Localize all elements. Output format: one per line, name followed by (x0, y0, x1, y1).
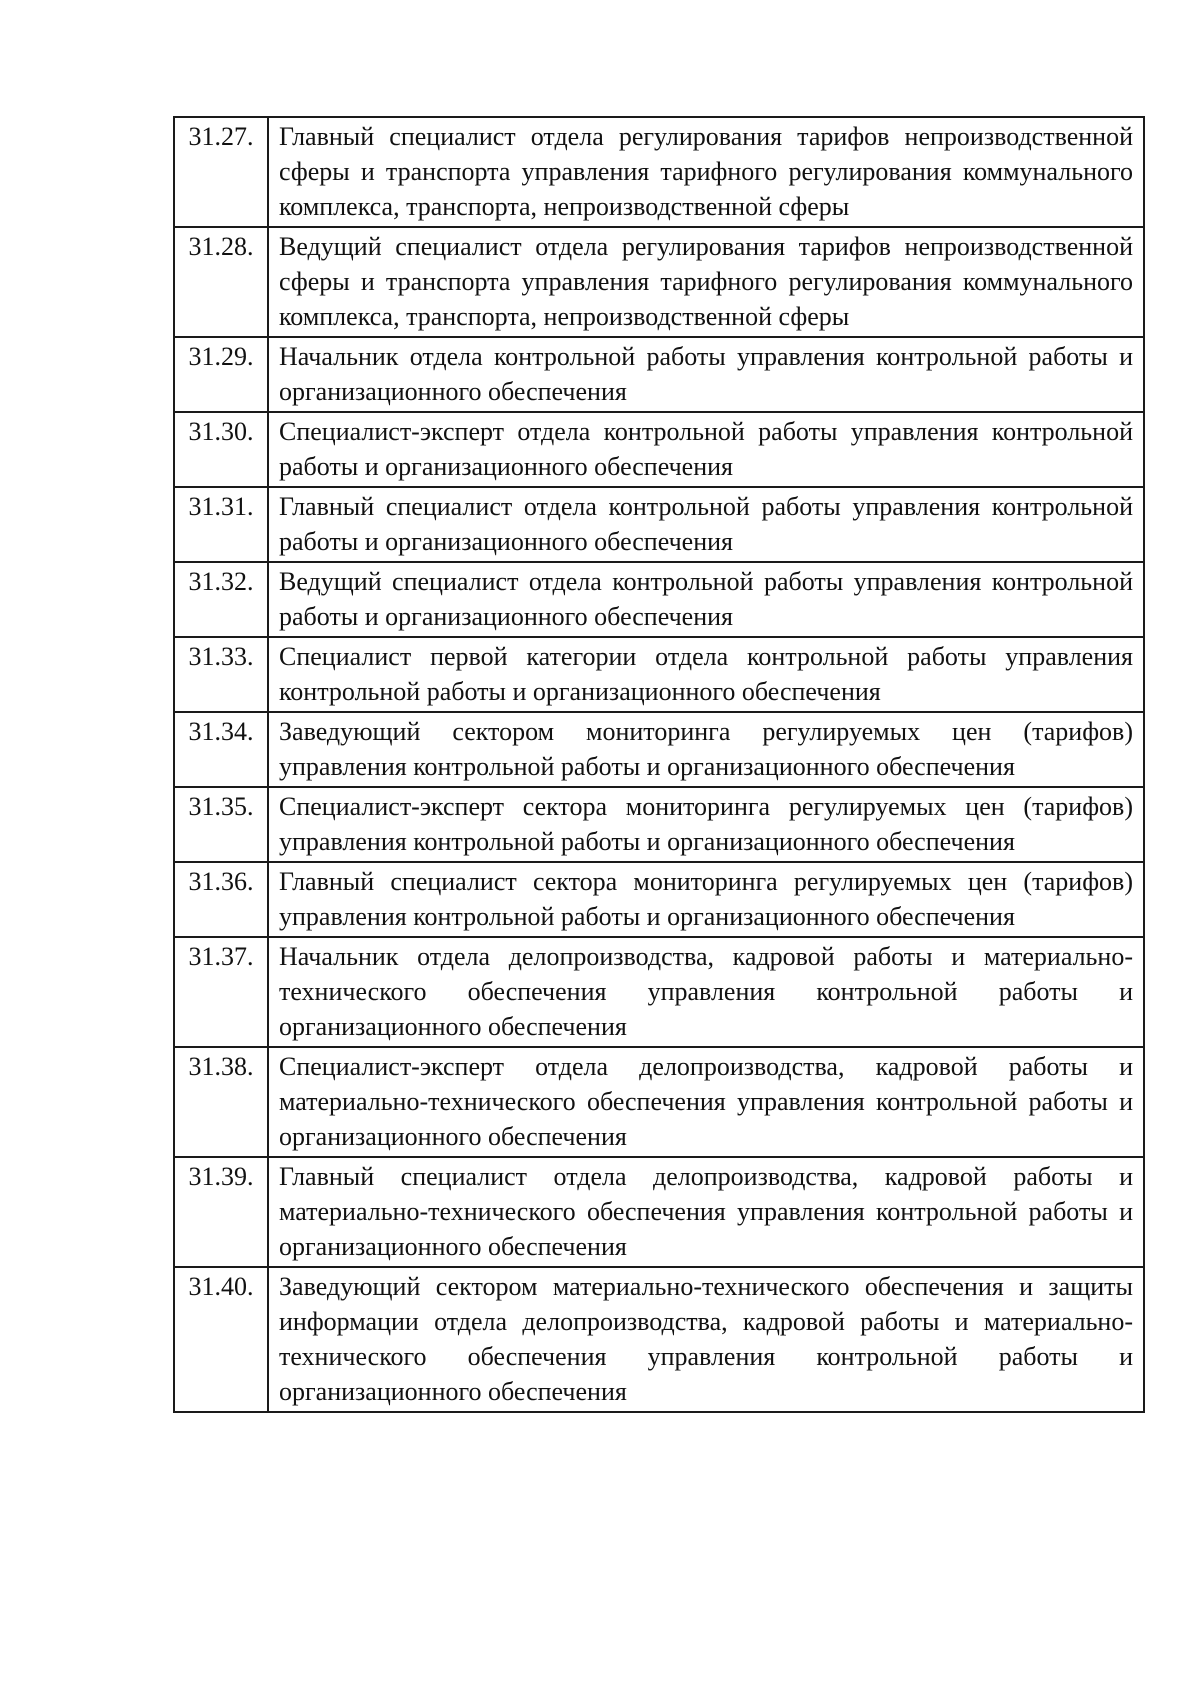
row-number: 31.31. (174, 487, 268, 562)
table-row (174, 1267, 1144, 1412)
table-row (174, 227, 1144, 337)
row-number: 31.40. (174, 1267, 268, 1412)
position-title: Главный специалист сектора мониторинга регулируемых цен (тарифов) управления контрольной работы и организационного обеспечения (268, 862, 1144, 937)
position-title: Заведующий сектором материально-технического обеспечения и защиты информации отдела делопроизводства, кадровой работы и материально-технического обеспечения управления контрольной работы и организационного обеспечения (268, 1267, 1144, 1412)
position-title: Специалист первой категории отдела контрольной работы управления контрольной работы и организационного обеспечения (268, 637, 1144, 712)
table-row (174, 562, 1144, 637)
position-title: Специалист-эксперт отдела делопроизводства, кадровой работы и материально-технического обеспечения управления контрольной работы и организационного обеспечения (268, 1047, 1144, 1157)
row-number: 31.27. (174, 117, 268, 227)
table-row (174, 637, 1144, 712)
table-row (174, 487, 1144, 562)
table-row (174, 1047, 1144, 1157)
row-number: 31.34. (174, 712, 268, 787)
row-number: 31.33. (174, 637, 268, 712)
row-number: 31.38. (174, 1047, 268, 1157)
positions-table-body (174, 117, 1144, 1412)
table-row (174, 117, 1144, 227)
row-number: 31.36. (174, 862, 268, 937)
position-title: Главный специалист отдела контрольной работы управления контрольной работы и организационного обеспечения (268, 487, 1144, 562)
position-title: Специалист-эксперт отдела контрольной работы управления контрольной работы и организационного обеспечения (268, 412, 1144, 487)
row-number: 31.30. (174, 412, 268, 487)
table-row (174, 862, 1144, 937)
row-number: 31.35. (174, 787, 268, 862)
row-number: 31.28. (174, 227, 268, 337)
table-row (174, 412, 1144, 487)
table-row (174, 937, 1144, 1047)
table-row (174, 1157, 1144, 1267)
position-title: Заведующий сектором мониторинга регулируемых цен (тарифов) управления контрольной работы и организационного обеспечения (268, 712, 1144, 787)
position-title: Начальник отдела контрольной работы управления контрольной работы и организационного обеспечения (268, 337, 1144, 412)
row-number: 31.37. (174, 937, 268, 1047)
row-number: 31.29. (174, 337, 268, 412)
positions-table (173, 116, 1145, 1413)
row-number: 31.39. (174, 1157, 268, 1267)
position-title: Специалист-эксперт сектора мониторинга регулируемых цен (тарифов) управления контрольной работы и организационного обеспечения (268, 787, 1144, 862)
position-title: Главный специалист отдела регулирования тарифов непроизводственной сферы и транспорта управления тарифного регулирования коммунального комплекса, транспорта, непроизводственной сферы (268, 117, 1144, 227)
position-title: Ведущий специалист отдела регулирования тарифов непроизводственной сферы и транспорта управления тарифного регулирования коммунального комплекса, транспорта, непроизводственной сферы (268, 227, 1144, 337)
row-number: 31.32. (174, 562, 268, 637)
position-title: Ведущий специалист отдела контрольной работы управления контрольной работы и организационного обеспечения (268, 562, 1144, 637)
table-row (174, 712, 1144, 787)
position-title: Начальник отдела делопроизводства, кадровой работы и материально-технического обеспечения управления контрольной работы и организационного обеспечения (268, 937, 1144, 1047)
table-row (174, 337, 1144, 412)
position-title: Главный специалист отдела делопроизводства, кадровой работы и материально-технического обеспечения управления контрольной работы и организационного обеспечения (268, 1157, 1144, 1267)
table-row (174, 787, 1144, 862)
